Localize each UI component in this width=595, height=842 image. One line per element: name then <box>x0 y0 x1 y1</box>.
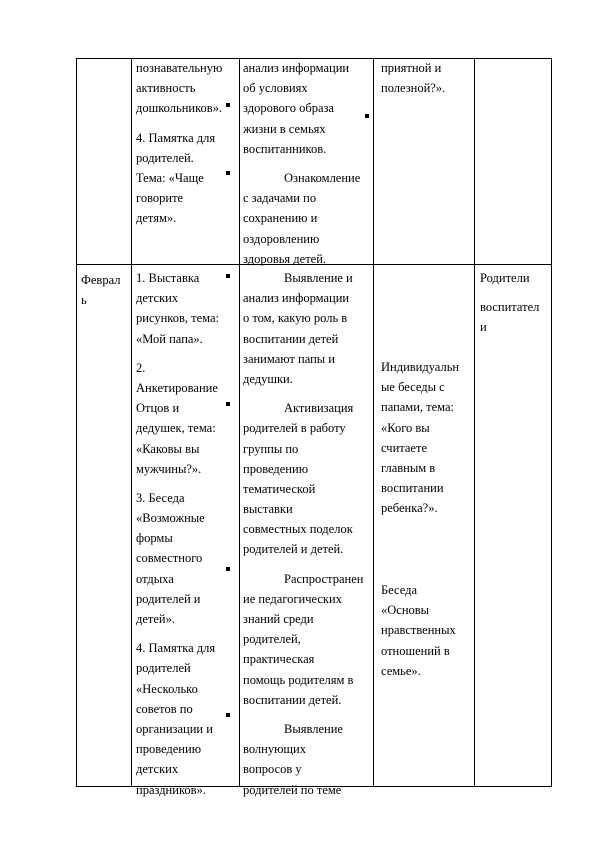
text-line: Беседа <box>381 583 418 597</box>
text-line: родителей. <box>136 150 194 165</box>
row2-forms-cell-conversation <box>381 580 456 681</box>
text-line: 1. Выставка <box>136 271 200 285</box>
text-line: рисунков, тема: <box>136 311 219 326</box>
text-line: родителей и детей. <box>243 542 344 557</box>
text-line: родителей по теме <box>243 782 342 797</box>
text-line: группы по <box>243 441 299 456</box>
text-line: оздоровлению <box>243 231 320 246</box>
text-line: Ознакомление <box>284 170 361 185</box>
text-line: воспитании детей. <box>243 692 342 707</box>
text-line: сохранению и <box>243 211 318 226</box>
text-line: ребенка?». <box>381 501 438 516</box>
text-line: 2. <box>136 360 146 375</box>
text-line: родителей, <box>243 632 301 647</box>
text-line: воспитании <box>381 481 444 496</box>
text-line: Тема: «Чаще <box>136 170 204 185</box>
row2-events-cell <box>136 268 219 800</box>
text-line: Отцов и <box>136 401 180 416</box>
bullet-marker <box>226 274 230 278</box>
text-line: семье». <box>381 663 421 678</box>
text-line: полезной?». <box>381 81 446 96</box>
row2-month-cell <box>81 270 120 310</box>
column-divider-1 <box>131 58 132 787</box>
text-line: познавательную <box>136 61 223 75</box>
text-line: Активизация <box>284 401 354 416</box>
text-line: праздников». <box>136 782 206 797</box>
text-line: мужчины?». <box>136 461 202 476</box>
text-line: отдыха <box>136 571 174 586</box>
text-line: совместного <box>136 551 203 566</box>
row2-forms-cell <box>381 357 459 519</box>
text-line: 4. Памятка для <box>136 641 216 656</box>
text-line: «Несколько <box>136 681 198 696</box>
text-line: дошкольников». <box>136 101 223 116</box>
text-line: ь <box>81 293 87 308</box>
text-line: детям». <box>136 211 177 226</box>
column-divider-2 <box>239 58 240 787</box>
text-line: ые беседы с <box>381 380 445 395</box>
text-line: Распространен <box>284 571 364 586</box>
text-line: здорового образа <box>243 101 334 116</box>
text-line: о том, какую роль в <box>243 311 348 326</box>
text-line: говорите <box>136 191 184 206</box>
text-line: воспитании детей <box>243 331 339 346</box>
text-line: Феврал <box>81 273 121 287</box>
text-line: проведению <box>243 461 309 476</box>
text-line: главным в <box>381 460 436 475</box>
text-line: воспитанников. <box>243 141 327 156</box>
text-line: воспитател <box>480 300 540 315</box>
text-line: «Кого вы <box>381 420 430 435</box>
text-line: об условиях <box>243 81 308 96</box>
text-line: «Основы <box>381 603 430 618</box>
text-line: жизни в семьях <box>243 121 326 136</box>
text-line: занимают папы и <box>243 351 335 366</box>
row1-forms-cell <box>381 58 445 98</box>
text-line: дедушек, тема: <box>136 421 216 436</box>
row1-goals-cell <box>243 58 360 269</box>
text-line: организации и <box>136 721 213 736</box>
text-line: родителей и <box>136 591 201 606</box>
text-line: детских <box>136 291 179 306</box>
text-line: считаете <box>381 440 427 455</box>
text-line: Индивидуальн <box>381 360 460 374</box>
column-divider-4 <box>474 58 475 787</box>
text-line: помощь родителям в <box>243 672 354 687</box>
bullet-marker <box>226 402 230 406</box>
text-line: с задачами по <box>243 191 317 206</box>
row2-participants-cell <box>480 268 539 338</box>
text-line: «Мой папа». <box>136 331 203 346</box>
text-line: дедушки. <box>243 371 293 386</box>
text-line: папами, тема: <box>381 400 455 415</box>
text-line: активность <box>136 81 196 96</box>
text-line: практическая <box>243 652 315 667</box>
bullet-marker <box>365 114 369 118</box>
text-line: Выявление и <box>284 271 353 285</box>
text-line: Родители <box>480 271 530 285</box>
text-line: приятной и <box>381 61 442 75</box>
text-line: советов по <box>136 701 193 716</box>
text-line: нравственных <box>381 623 456 638</box>
text-line: ие педагогических <box>243 591 342 606</box>
column-divider-3 <box>373 58 374 787</box>
text-line: формы <box>136 531 173 546</box>
bullet-marker <box>226 713 230 717</box>
text-line: вопросов у <box>243 762 302 777</box>
text-line: отношений в <box>381 643 450 658</box>
text-line: здоровья детей. <box>243 251 327 266</box>
text-line: Выявление <box>284 721 343 736</box>
text-line: «Возможные <box>136 511 205 526</box>
text-line: родителей <box>136 661 191 676</box>
text-line: анализ информации <box>243 61 350 75</box>
text-line: анализ информации <box>243 291 350 306</box>
text-line: детских <box>136 762 179 777</box>
text-line: выставки <box>243 502 293 517</box>
bullet-marker <box>226 103 230 107</box>
row2-goals-cell <box>243 268 363 800</box>
text-line: 3. Беседа <box>136 490 185 505</box>
bullet-marker <box>226 171 230 175</box>
text-line: совместных поделок <box>243 522 353 537</box>
text-line: знаний среди <box>243 612 314 626</box>
table-border-right <box>551 58 552 787</box>
text-line: волнующих <box>243 742 306 757</box>
text-line: проведению <box>136 742 202 757</box>
row1-events-cell <box>136 58 222 229</box>
text-line: и <box>480 320 487 335</box>
table-border-left <box>76 58 77 787</box>
text-line: детей». <box>136 612 175 626</box>
text-line: тематической <box>243 481 316 496</box>
text-line: Анкетирование <box>136 380 218 395</box>
bullet-marker <box>226 567 230 571</box>
text-line: родителей в работу <box>243 421 346 436</box>
text-line: «Каковы вы <box>136 441 200 456</box>
text-line: 4. Памятка для <box>136 130 216 145</box>
